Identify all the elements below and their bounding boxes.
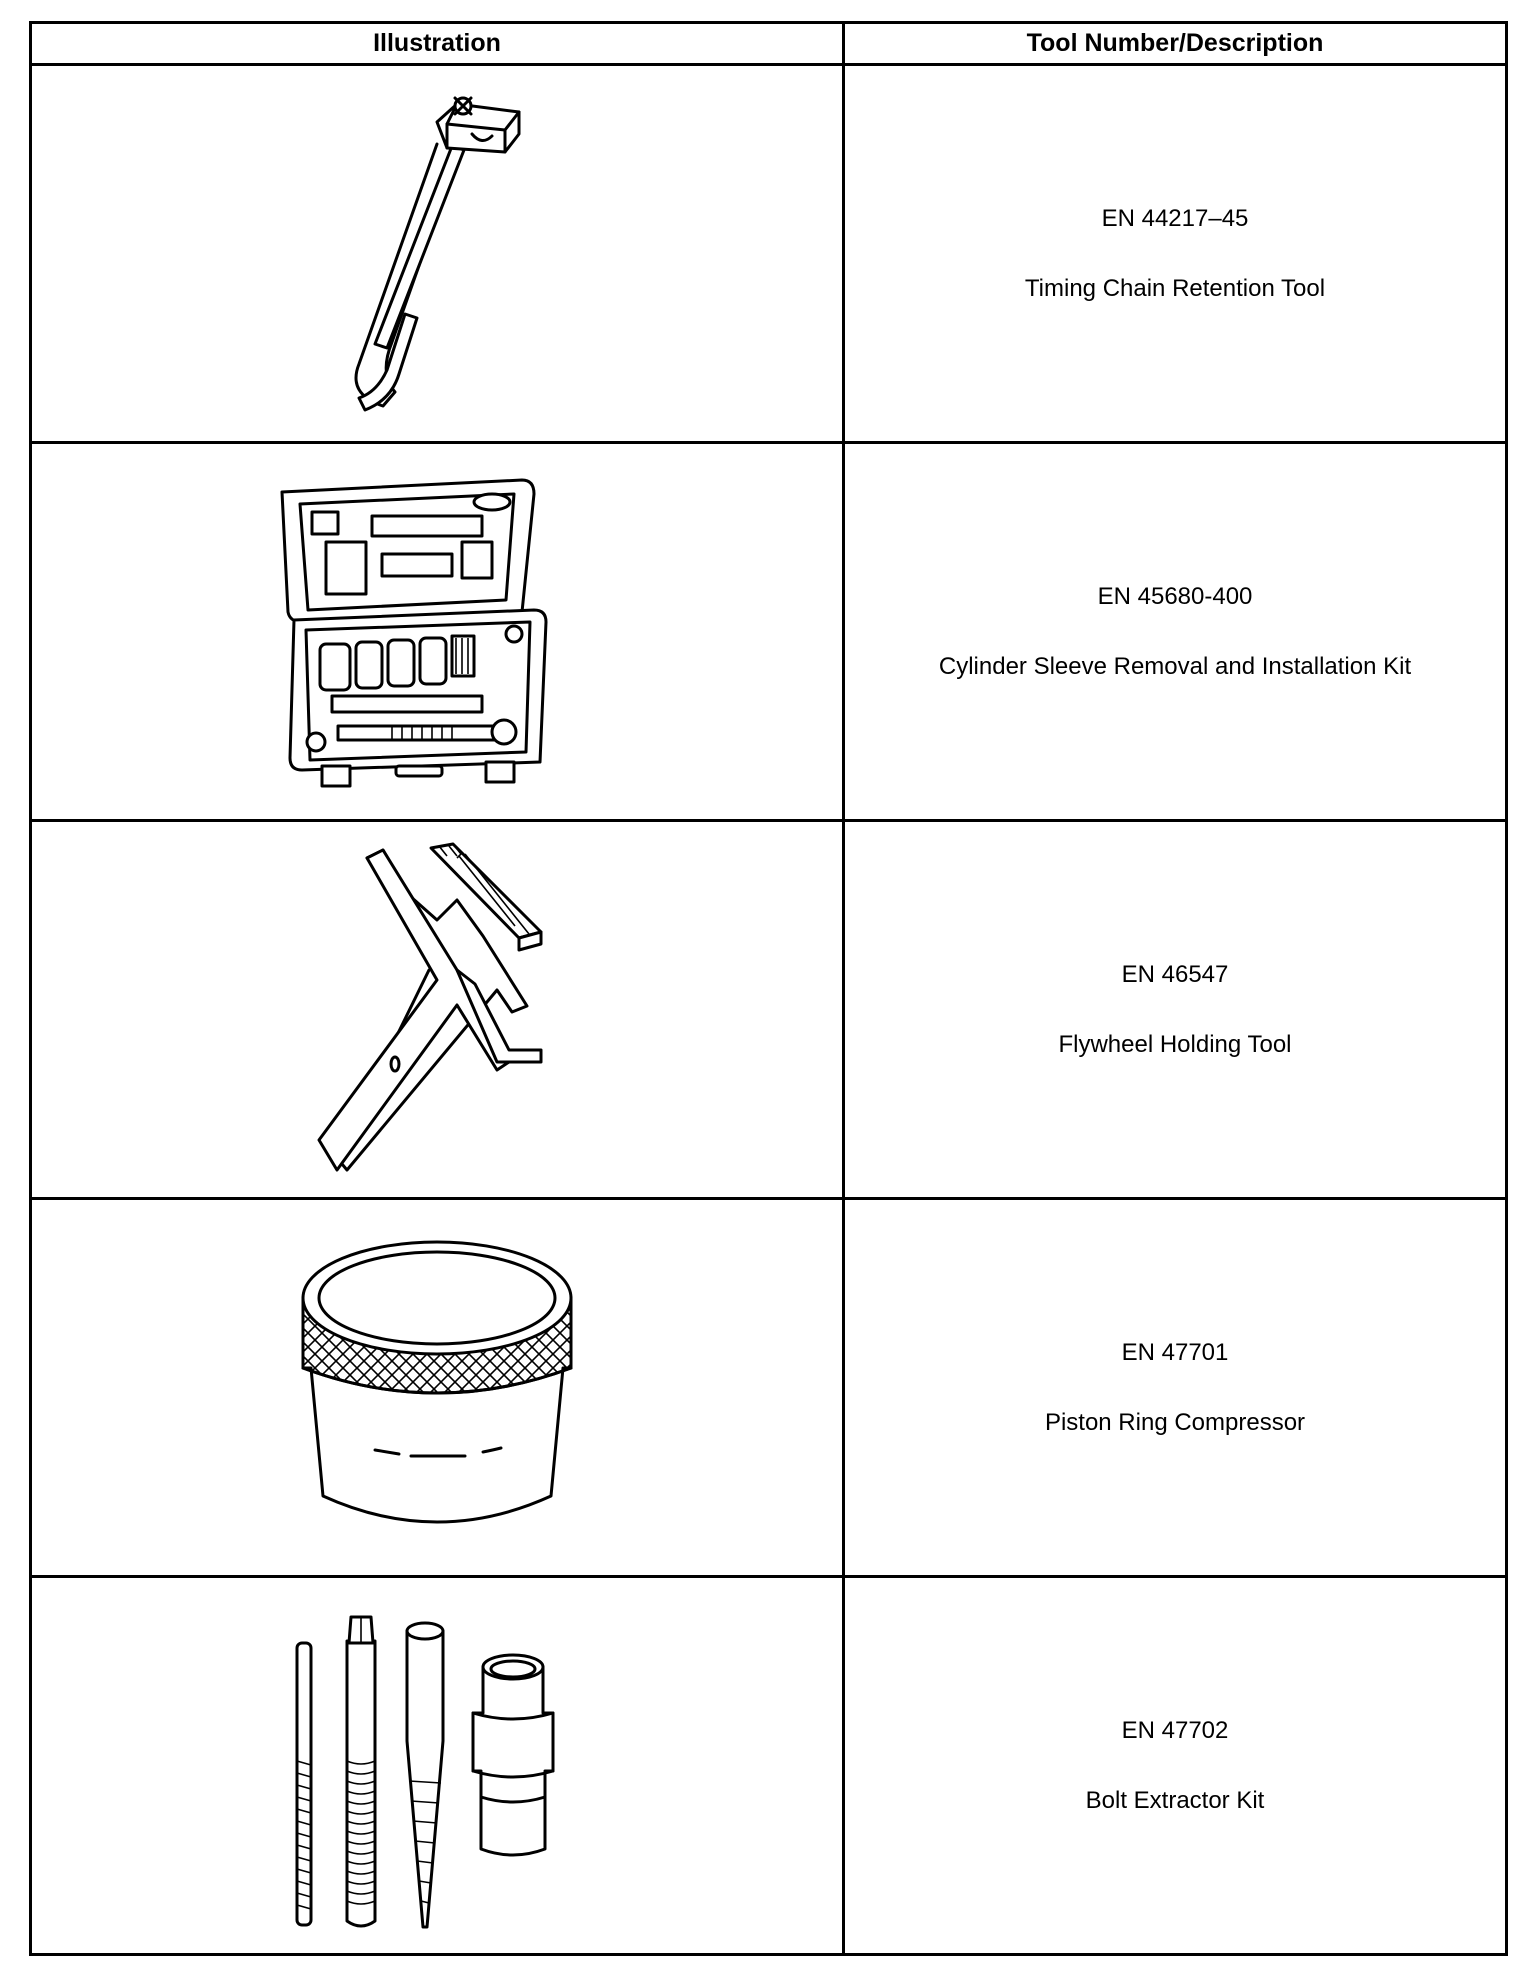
tool-description: Flywheel Holding Tool	[1058, 1030, 1292, 1058]
tool-description: Piston Ring Compressor	[1044, 1408, 1306, 1436]
tool-description-cell	[844, 1577, 1507, 1955]
table-row	[31, 821, 1507, 1199]
tool-description-cell	[844, 65, 1507, 443]
illustration-cell	[31, 821, 844, 1199]
illustration-cell	[31, 1577, 844, 1955]
tool-number: EN 45680-400	[1097, 582, 1253, 610]
table-row	[31, 1199, 1507, 1577]
tool-description: Timing Chain Retention Tool	[1024, 274, 1326, 302]
tool-description: Bolt Extractor Kit	[1085, 1786, 1265, 1814]
header-illustration: Illustration	[31, 23, 844, 65]
header-tool-number-description: Tool Number/Description	[844, 23, 1507, 65]
piston-ring-compressor-icon	[287, 1228, 587, 1548]
tool-description-cell	[844, 443, 1507, 821]
tool-number: EN 44217–45	[1101, 204, 1249, 232]
illustration-cell	[31, 65, 844, 443]
tool-number: EN 47702	[1121, 1716, 1229, 1744]
bolt-extractor-kit-icon	[277, 1601, 597, 1931]
tool-number: EN 46547	[1121, 960, 1229, 988]
tool-description: Cylinder Sleeve Removal and Installation Kit	[938, 652, 1412, 680]
table-row	[31, 1577, 1507, 1955]
tool-case-kit-icon	[272, 472, 602, 792]
header-row	[31, 23, 1507, 65]
table-row	[31, 65, 1507, 443]
tool-number: EN 47701	[1121, 1338, 1229, 1366]
illustration-cell	[31, 443, 844, 821]
special-tools-table	[29, 21, 1508, 1956]
tool-description-cell	[844, 1199, 1507, 1577]
illustration-cell	[31, 1199, 844, 1577]
flywheel-holding-tool-icon	[307, 840, 567, 1180]
table-row	[31, 443, 1507, 821]
tool-description-cell	[844, 821, 1507, 1199]
timing-chain-retention-tool-icon	[287, 74, 587, 434]
